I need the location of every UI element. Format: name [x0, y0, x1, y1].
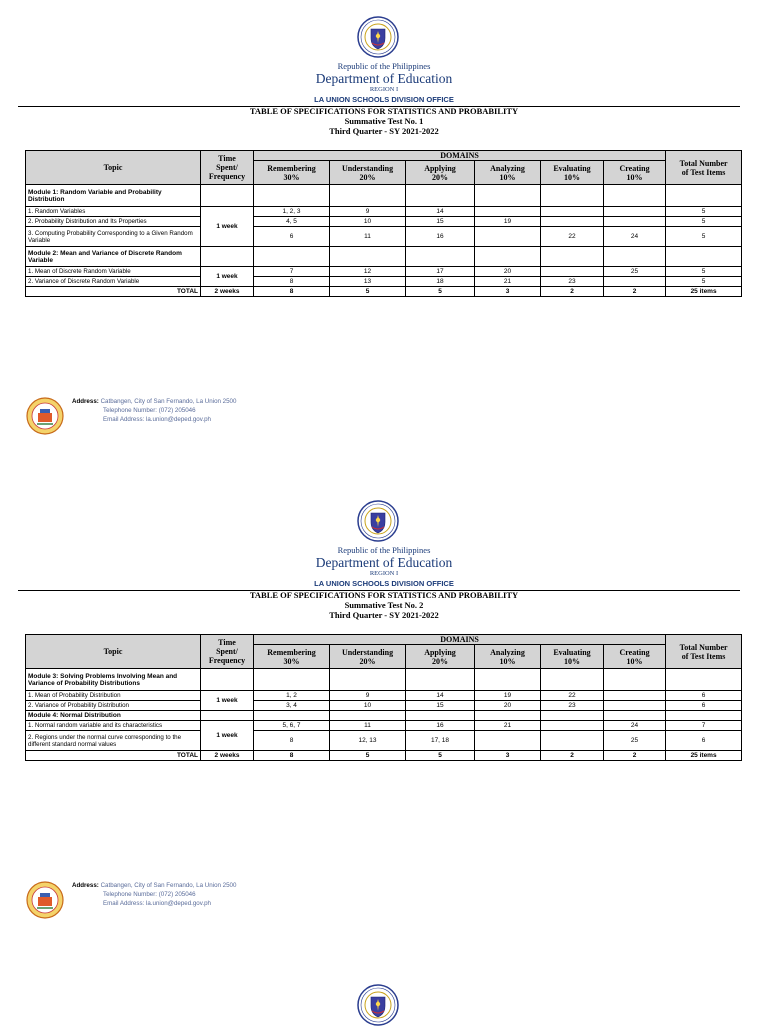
module-row: Module 3: Solving Problems Involving Mean and Variance of Probability Distributions [26, 669, 201, 691]
understanding-header: Understanding 20% [330, 645, 406, 669]
applying-header: Applying 20% [406, 645, 475, 669]
domains-header: DOMAINS [254, 635, 666, 645]
module-row: Module 2: Mean and Variance of Discrete Random Variable [26, 247, 201, 267]
test-subtitle: Summative Test No. 2 [344, 600, 424, 610]
table-row: 1. Mean of Probability Distribution 1 week 1, 2 9 14 19 22 6 [26, 691, 742, 701]
department-title: Department of Education [315, 555, 453, 570]
footer-address: Address: Catbangen, City of San Fernando, La Union 2500 Telephone Number: (072) 205046 Email Address: la.union@deped.gov.ph [72, 882, 237, 907]
applying-header: Applying 20% [406, 161, 475, 185]
creating-header: Creating 10% [604, 161, 666, 185]
deped-seal-icon [357, 16, 399, 58]
table-row: 1. Mean of Discrete Random Variable 1 week 7 12 17 20 25 5 [26, 267, 742, 277]
analyzing-header: Analyzing 10% [475, 645, 541, 669]
module-row: Module 1: Random Variable and Probability Distribution [26, 185, 201, 207]
tos-title: TABLE OF SPECIFICATIONS FOR STATISTICS AND PROBABILITY [249, 590, 519, 600]
division-label: LA UNION SCHOOLS DIVISION OFFICE [314, 579, 454, 588]
department-title: Department of Education [315, 71, 453, 86]
time-cell: 1 week [201, 207, 254, 247]
total-row: TOTAL 2 weeks 8 5 5 3 2 2 25 items [26, 751, 742, 761]
deped-seal-icon [357, 984, 399, 1026]
footer [26, 881, 346, 921]
time-header: Time Spent/ Frequency [201, 635, 254, 669]
quarter-label: Third Quarter - SY 2021-2022 [329, 610, 439, 620]
creating-header: Creating 10% [604, 645, 666, 669]
evaluating-header: Evaluating 10% [541, 161, 604, 185]
evaluating-header: Evaluating 10% [541, 645, 604, 669]
division-logo-icon [26, 397, 64, 435]
topic-header: Topic [26, 635, 201, 669]
table-row: 2. Variance of Discrete Random Variable 8 13 18 21 23 5 [26, 277, 742, 287]
module-row: Module 4: Normal Distribution [26, 711, 201, 721]
division-label: LA UNION SCHOOLS DIVISION OFFICE [314, 95, 454, 104]
footer-address: Address: Catbangen, City of San Fernando, La Union 2500 Telephone Number: (072) 205046 Email Address: la.union@deped.gov.ph [72, 398, 237, 423]
remembering-header: Remembering 30% [254, 161, 330, 185]
total-row: TOTAL 2 weeks 8 5 5 3 2 2 25 items [26, 287, 742, 297]
table-row: 2. Variance of Probability Distribution 3, 4 10 15 20 23 6 [26, 701, 742, 711]
division-logo-icon [26, 881, 64, 919]
table-row: 1. Normal random variable and its characteristics 1 week 5, 6, 7 11 16 21 24 7 [26, 721, 742, 731]
region-label: REGION I [369, 570, 399, 577]
table-row: 3. Computing Probability Corresponding to a Given Random Variable 6 11 16 22 24 5 [26, 227, 742, 247]
tos-table-1 [25, 150, 742, 297]
region-label: REGION I [369, 86, 399, 93]
time-cell: 1 week [201, 691, 254, 711]
table-row: 2. Probability Distribution and Its Properties 4, 5 10 15 19 5 [26, 217, 742, 227]
analyzing-header: Analyzing 10% [475, 161, 541, 185]
republic-label: Republic of the Philippines [337, 61, 431, 71]
test-subtitle: Summative Test No. 1 [344, 116, 424, 126]
topic-header: Topic [26, 151, 201, 185]
table-row: 1. Random Variables 1 week 1, 2, 3 9 14 5 [26, 207, 742, 217]
time-cell: 1 week [201, 721, 254, 751]
domains-header: DOMAINS [254, 151, 666, 161]
understanding-header: Understanding 20% [330, 161, 406, 185]
tos-title: TABLE OF SPECIFICATIONS FOR STATISTICS AND PROBABILITY [249, 106, 519, 116]
footer [26, 397, 346, 437]
table-row: 2. Regions under the normal curve corresponding to the different standard normal values 8 12, 13 17, 18 25 6 [26, 731, 742, 751]
republic-label: Republic of the Philippines [337, 545, 431, 555]
total-items-header: Total Number of Test Items [666, 635, 742, 669]
quarter-label: Third Quarter - SY 2021-2022 [329, 126, 439, 136]
tos-table-2 [25, 634, 742, 761]
total-items-header: Total Number of Test Items [666, 151, 742, 185]
time-cell: 1 week [201, 267, 254, 287]
remembering-header: Remembering 30% [254, 645, 330, 669]
deped-seal-icon [357, 500, 399, 542]
time-header: Time Spent/ Frequency [201, 151, 254, 185]
